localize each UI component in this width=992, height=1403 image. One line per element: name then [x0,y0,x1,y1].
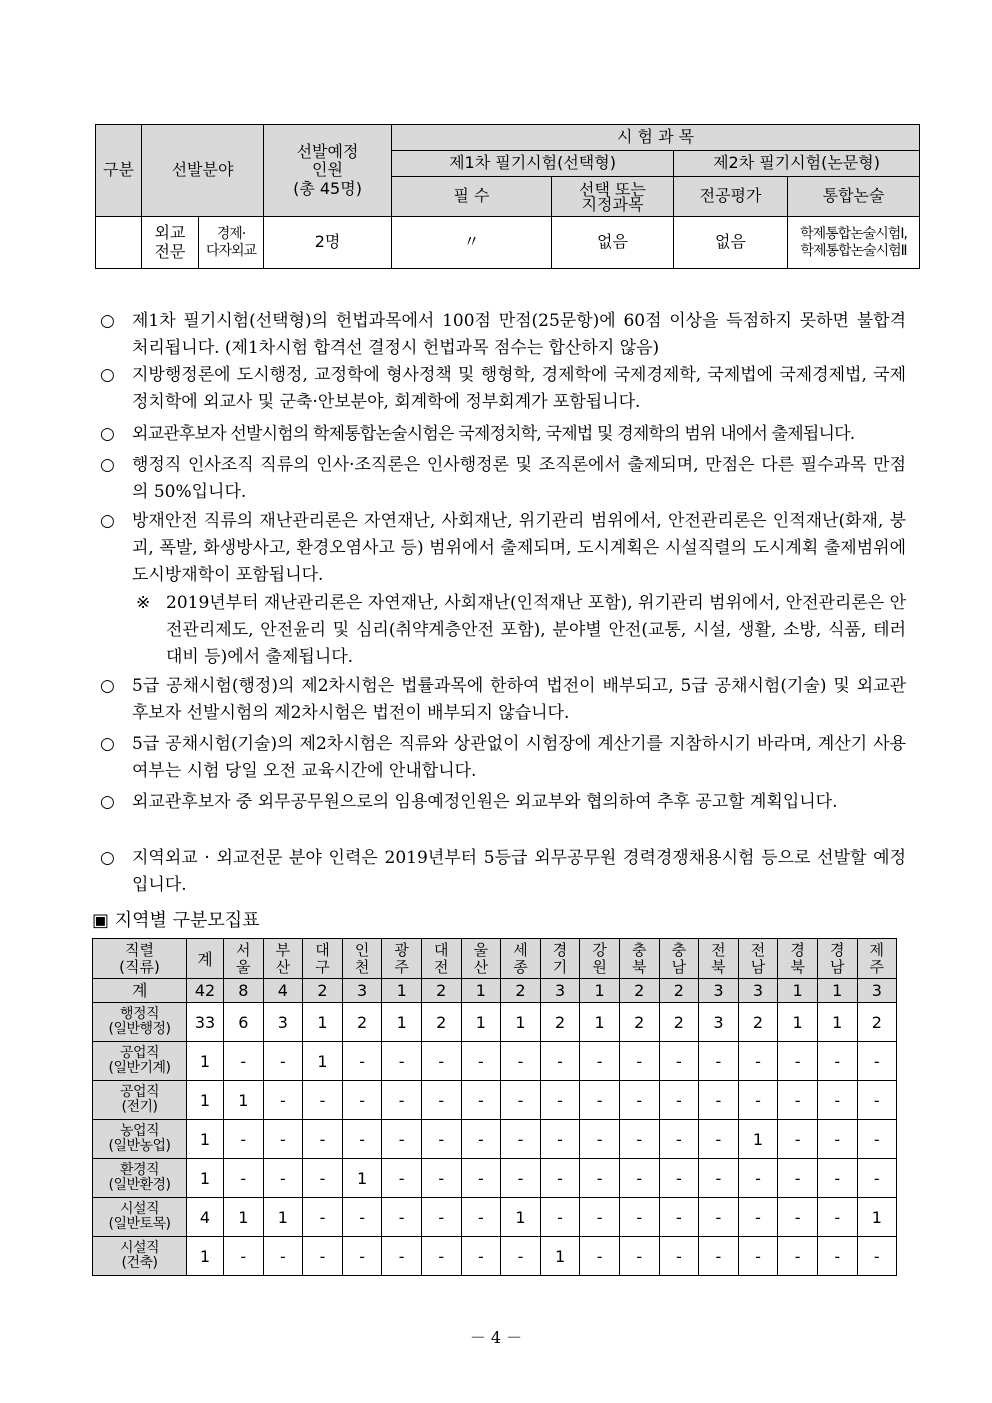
row-total: 1 [187,1042,224,1081]
region-count-cell: 8 [224,979,264,1003]
region-count-cell: - [461,1120,501,1159]
region-count-cell: - [817,1237,857,1276]
region-count-cell: - [857,1081,897,1120]
region-count-cell: - [857,1120,897,1159]
region-count-cell: - [778,1042,818,1081]
region-count-cell: - [421,1198,461,1237]
row-required: 〃 [392,217,552,269]
note-remark: ※ 2019년부터 재난관리론은 자연재난, 사회재난(인적재난 포함), 위기관리 범위에서, 안전관리론은 안전관리제도, 안전윤리 및 심리(취약계층안전 포함), 분야별 안전(교통, 시설, 생활, 소방, 식품, 테러대비 등)에서 출제됩니다. [136,593,907,667]
region-count-cell: - [659,1042,699,1081]
region-count-cell: - [857,1159,897,1198]
region-count-cell: 1 [738,1120,778,1159]
row-optional: 없음 [552,217,674,269]
row-total: 1 [187,1237,224,1276]
row-series-label: 시설직 (일반토목) [93,1198,187,1237]
region-count-cell: - [778,1081,818,1120]
region-count-cell: - [263,1081,303,1120]
header-region: 경 기 [540,939,580,979]
row-major-eval: 없음 [674,217,788,269]
region-count-cell: - [303,1198,343,1237]
region-count-cell: - [857,1042,897,1081]
header-region: 울 산 [461,939,501,979]
table-row [93,1198,897,1237]
region-count-cell: - [461,1198,501,1237]
header-region: 경 남 [817,939,857,979]
region-count-cell: - [580,1120,620,1159]
region-count-cell: - [303,1081,343,1120]
region-count-cell: - [659,1159,699,1198]
region-count-cell: 3 [699,979,739,1003]
header-series: 직렬 (직류) [93,939,187,979]
region-count-cell: - [817,1081,857,1120]
note-item: ○ 제1차 필기시험(선택형)의 헌법과목에서 100점 만점(25문항)에 60점 이상을 득점하지 못하면 불합격 처리됩니다. (제1차시험 합격선 결정시 헌법과목 점수는 합산하지 않음) [100,311,906,358]
region-count-cell: - [461,1159,501,1198]
region-count-cell: 4 [263,979,303,1003]
row-series-label: 공업직 (일반기계) [93,1042,187,1081]
region-count-cell: - [699,1159,739,1198]
region-count-cell: 1 [857,1198,897,1237]
header-region: 대 전 [421,939,461,979]
region-count-cell: - [659,1120,699,1159]
region-count-cell: 2 [342,1003,382,1042]
region-count-cell: 1 [778,979,818,1003]
note-item: ○ 외교관후보자 선발시험의 학제통합논술시험은 국제정치학, 국제법 및 경제학의 범위 내에서 출제됩니다. [100,424,855,444]
region-count-cell: 1 [501,1198,541,1237]
header-major-eval: 전공평가 [674,177,788,217]
row-total: 1 [187,1159,224,1198]
note-item: ○ 외교관후보자 중 외무공무원으로의 임용예정인원은 외교부와 협의하여 추후 공고할 계획입니다. [100,792,838,812]
region-count-cell: 1 [580,979,620,1003]
row-total: 33 [187,1003,224,1042]
region-count-cell: - [303,1237,343,1276]
table-row [93,1237,897,1276]
region-count-cell: 2 [738,1003,778,1042]
regional-table [92,938,897,1276]
region-count-cell: - [699,1198,739,1237]
region-count-cell: - [224,1237,264,1276]
region-count-cell: - [303,1159,343,1198]
region-count-cell: 3 [857,979,897,1003]
table-row [93,1159,897,1198]
region-count-cell: 1 [540,1237,580,1276]
region-count-cell: - [540,1159,580,1198]
region-count-cell: 2 [619,979,659,1003]
header-total: 계 [187,939,224,979]
region-count-cell: 2 [303,979,343,1003]
region-count-cell: - [699,1120,739,1159]
region-count-cell: 1 [224,1081,264,1120]
region-count-cell: - [540,1120,580,1159]
region-count-cell: - [540,1042,580,1081]
region-count-cell: 3 [540,979,580,1003]
region-count-cell: - [699,1237,739,1276]
region-count-cell: - [421,1237,461,1276]
region-count-cell: 1 [461,1003,501,1042]
region-count-cell: - [580,1237,620,1276]
region-count-cell: - [382,1237,422,1276]
region-count-cell: - [421,1120,461,1159]
header-field: 선발분야 [142,125,264,217]
region-count-cell: - [738,1159,778,1198]
region-count-cell: - [699,1042,739,1081]
header-region: 서 울 [224,939,264,979]
region-count-cell: - [501,1120,541,1159]
region-count-cell: 1 [461,979,501,1003]
region-count-cell: - [421,1159,461,1198]
header-region: 인 천 [342,939,382,979]
note-item: ○ 방재안전 직류의 재난관리론은 자연재난, 사회재난, 위기관리 범위에서, 안전관리론은 인적재난(화재, 붕괴, 폭발, 화생방사고, 환경오염사고 등) 범위에서 출제되며, 도시계획은 시설직렬의 도시계획 출제범위에 도시방재학이 포함됩니다. [100,511,906,585]
note-item: ○ 5급 공채시험(기술)의 제2차시험은 직류와 상관없이 시험장에 계산기를 지참하시기 바라며, 계산기 사용여부는 시험 당일 오전 교육시간에 안내합니다. [100,734,906,781]
region-count-cell: 3 [699,1003,739,1042]
region-count-cell: - [540,1081,580,1120]
region-count-cell: 1 [817,1003,857,1042]
header-region: 대 구 [303,939,343,979]
region-count-cell: - [619,1042,659,1081]
region-count-cell: - [619,1159,659,1198]
region-count-cell: 1 [303,1042,343,1081]
region-count-cell: 6 [224,1003,264,1042]
region-count-cell: - [263,1120,303,1159]
header-subjects: 시 험 과 목 [392,125,920,151]
row-blank-cell [96,217,142,269]
region-count-cell: 1 [224,1198,264,1237]
note-item: ○ 지방행정론에 도시행정, 교정학에 형사정책 및 행형학, 경제학에 국제경제학, 국제법에 국제경제법, 국제정치학에 외교사 및 군축·안보분야, 회계학에 정부회계가 포함됩니다. [100,365,906,412]
row-total: 1 [187,1081,224,1120]
note-item: ○ 5급 공채시험(행정)의 제2차시험은 법률과목에 한하여 법전이 배부되고, 5급 공채시험(기술) 및 외교관후보자 선발시험의 제2차시험은 법전이 배부되지 않습니다. [100,676,906,723]
row-series-label: 환경직 (일반환경) [93,1159,187,1198]
header-region: 광 주 [382,939,422,979]
row-series-label: 농업직 (일반농업) [93,1120,187,1159]
region-count-cell: 1 [501,1003,541,1042]
row-series-label: 행정직 (일반행정) [93,1003,187,1042]
region-count-cell: - [224,1159,264,1198]
region-count-cell: - [501,1237,541,1276]
region-count-cell: - [342,1081,382,1120]
region-count-cell: - [224,1120,264,1159]
region-count-cell: 2 [540,1003,580,1042]
region-count-cell: 3 [738,979,778,1003]
table-row [93,1081,897,1120]
region-count-cell: - [619,1120,659,1159]
region-count-cell: 1 [580,1003,620,1042]
region-count-cell: - [303,1120,343,1159]
region-count-cell: - [382,1081,422,1120]
region-count-cell: - [382,1159,422,1198]
region-count-cell: 3 [342,979,382,1003]
region-count-cell: 2 [619,1003,659,1042]
region-count-cell: - [699,1081,739,1120]
region-count-cell: 1 [263,1198,303,1237]
region-count-cell: 2 [421,979,461,1003]
region-count-cell: - [342,1042,382,1081]
region-count-cell: - [382,1042,422,1081]
region-count-cell: - [738,1042,778,1081]
region-count-cell: - [501,1042,541,1081]
header-region: 전 북 [699,939,739,979]
header-integrated: 통합논술 [788,177,920,217]
region-count-cell: - [382,1198,422,1237]
header-region: 경 북 [778,939,818,979]
region-count-cell: - [461,1042,501,1081]
row-total: 4 [187,1198,224,1237]
region-count-cell: - [738,1081,778,1120]
header-region: 부 산 [263,939,303,979]
region-count-cell: 2 [501,979,541,1003]
region-count-cell: - [580,1159,620,1198]
header-region: 강 원 [580,939,620,979]
region-count-cell: - [738,1198,778,1237]
region-count-cell: 1 [778,1003,818,1042]
region-count-cell: 1 [303,1003,343,1042]
region-count-cell: - [659,1081,699,1120]
region-count-cell: 2 [421,1003,461,1042]
region-count-cell: - [738,1237,778,1276]
region-count-cell: - [342,1120,382,1159]
region-count-cell: - [817,1120,857,1159]
region-count-cell: - [580,1198,620,1237]
region-count-cell: - [857,1237,897,1276]
region-count-cell: - [263,1237,303,1276]
region-count-cell: - [778,1237,818,1276]
header-region: 전 남 [738,939,778,979]
region-count-cell: - [619,1198,659,1237]
region-count-cell: - [540,1198,580,1237]
region-count-cell: - [421,1042,461,1081]
header-region: 세 종 [501,939,541,979]
region-count-cell: - [224,1042,264,1081]
exam-subject-table [95,124,920,269]
page-number: － 4 － [469,1328,523,1347]
table-row [93,1003,897,1042]
region-count-cell: 1 [382,1003,422,1042]
table-row [93,1042,897,1081]
region-count-cell: - [461,1237,501,1276]
region-count-cell: - [778,1159,818,1198]
table-row [93,979,897,1003]
region-count-cell: - [659,1198,699,1237]
region-count-cell: - [382,1120,422,1159]
region-count-cell: - [501,1081,541,1120]
region-count-cell: - [778,1120,818,1159]
header-category: 구분 [96,125,142,217]
row-series-label: 시설직 (건축) [93,1237,187,1276]
region-count-cell: - [580,1081,620,1120]
region-count-cell: - [342,1198,382,1237]
region-count-cell: - [342,1237,382,1276]
row-total: 1 [187,1120,224,1159]
region-count-cell: - [659,1237,699,1276]
header-second-exam: 제2차 필기시험(논문형) [674,151,920,177]
row-planned: 2명 [264,217,392,269]
region-count-cell: 3 [263,1003,303,1042]
row-series-label: 공업직 (전기) [93,1081,187,1120]
region-count-cell: - [778,1198,818,1237]
section-title: ▣ 지역별 구분모집표 [92,910,260,931]
note-item: ○ 행정직 인사조직 직류의 인사·조직론은 인사행정론 및 조직론에서 출제되며, 만점은 다른 필수과목 만점의 50%입니다. [100,455,906,502]
header-planned: 선발예정 인원 (총 45명) [264,125,392,217]
region-count-cell: 1 [342,1159,382,1198]
region-count-cell: 2 [659,1003,699,1042]
header-optional: 선택 또는 지정과목 [552,177,674,217]
region-count-cell: - [263,1042,303,1081]
region-count-cell: - [501,1159,541,1198]
region-count-cell: - [461,1081,501,1120]
header-region: 충 남 [659,939,699,979]
region-count-cell: 2 [857,1003,897,1042]
region-count-cell: - [817,1042,857,1081]
region-count-cell: - [619,1237,659,1276]
region-count-cell: - [817,1159,857,1198]
row-field: 경제· 다자외교 [199,217,264,269]
region-count-cell: - [580,1042,620,1081]
row-category: 외교 전문 [142,217,199,269]
row-total: 42 [187,979,224,1003]
row-integrated: 학제통합논술시험Ⅰ, 학제통합논술시험Ⅱ [788,217,920,269]
region-count-cell: 1 [382,979,422,1003]
region-count-cell: - [619,1081,659,1120]
region-count-cell: 1 [817,979,857,1003]
header-required: 필 수 [392,177,552,217]
header-first-exam: 제1차 필기시험(선택형) [392,151,674,177]
region-count-cell: - [263,1159,303,1198]
header-region: 충 북 [619,939,659,979]
row-series-label: 계 [93,979,187,1003]
header-region: 제 주 [857,939,897,979]
table-row [93,1120,897,1159]
region-count-cell: - [421,1081,461,1120]
region-count-cell: - [817,1198,857,1237]
region-count-cell: 2 [659,979,699,1003]
note-item: ○ 지역외교 · 외교전문 분야 인력은 2019년부터 5등급 외무공무원 경력경쟁채용시험 등으로 선발할 예정입니다. [100,848,906,895]
